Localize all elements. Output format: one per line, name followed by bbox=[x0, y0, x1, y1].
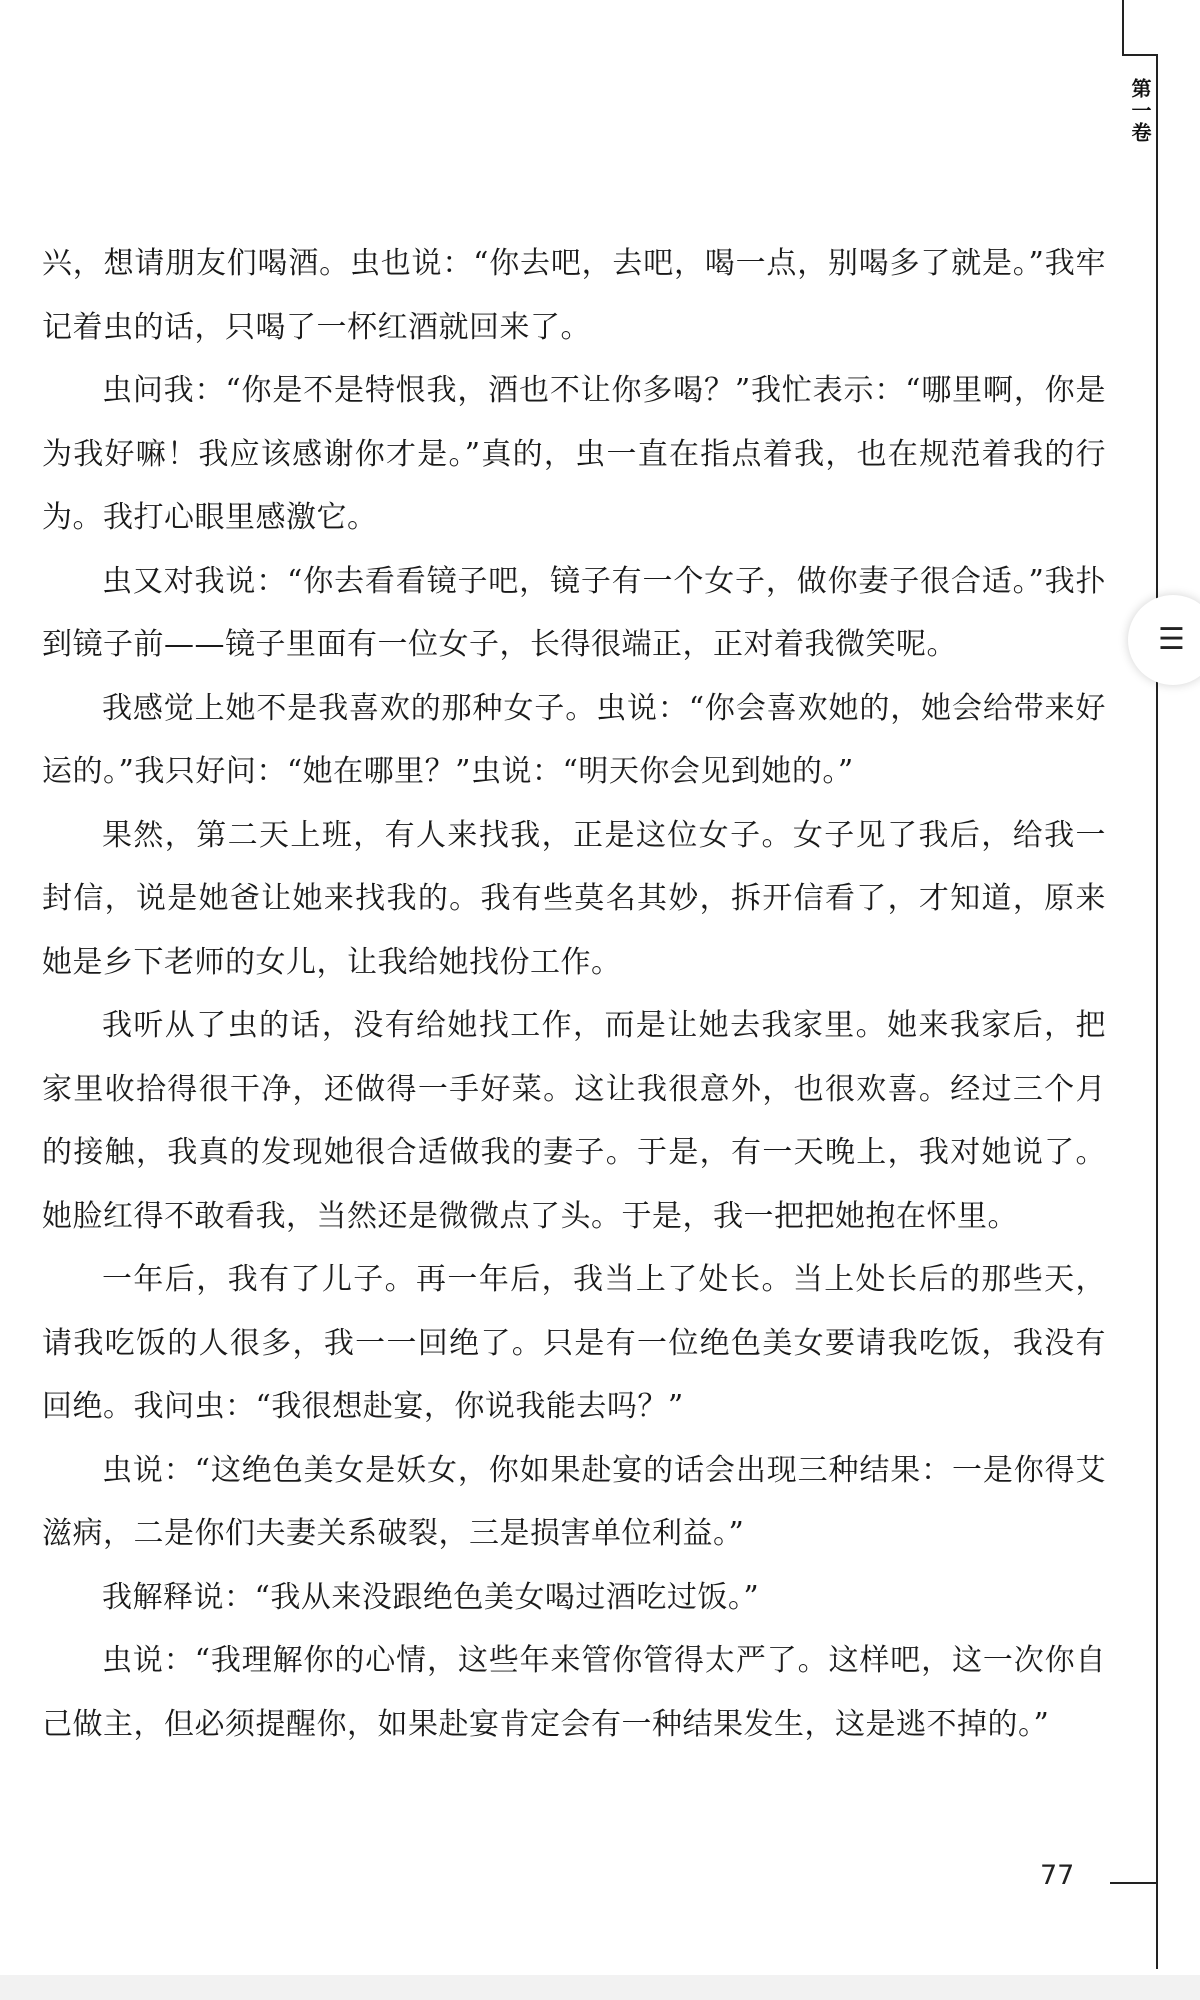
page-number-rule bbox=[1110, 1882, 1158, 1884]
page-number: 77 bbox=[1040, 1860, 1075, 1891]
paragraph: 我解释说：“我从来没跟绝色美女喝过酒吃过饭。” bbox=[102, 1579, 760, 1615]
body-text bbox=[42, 232, 1106, 1756]
margin-frame-top bbox=[1122, 0, 1124, 55]
menu-icon: ☰ bbox=[1158, 622, 1185, 657]
paragraph: 一年后，我有了儿子。再一年后，我当上了处长。当上处长后的那些天，请我吃饭的人很多，我一一回绝了。只是有一位绝色美女要请我吃饭，我没有回绝。我问虫：“我很想赴宴，你说我能去吗？” bbox=[42, 1262, 1106, 1424]
volume-label: 第一卷 bbox=[1128, 78, 1152, 144]
paragraph: 虫问我：“你是不是特恨我，酒也不让你多喝？”我忙表示：“哪里啊，你是为我好嘛！我应该感谢你才是。”真的，虫一直在指点着我，也在规范着我的行为。我打心眼里感激它。 bbox=[42, 373, 1106, 535]
paragraph: 我听从了虫的话，没有给她找工作，而是让她去我家里。她来我家后，把家里收拾得很干净，还做得一手好菜。这让我很意外，也很欢喜。经过三个月的接触，我真的发现她很合适做我的妻子。于是，有一天晚上，我对她说了。她脸红得不敢看我，当然还是微微点了头。于是，我一把把她抱在怀里。 bbox=[42, 1008, 1106, 1234]
paragraph: 兴，想请朋友们喝酒。虫也说：“你去吧，去吧，喝一点，别喝多了就是。”我牢记着虫的话，只喝了一杯红酒就回来了。 bbox=[42, 246, 1106, 345]
margin-frame-vertical bbox=[1156, 54, 1158, 1969]
paragraph: 果然，第二天上班，有人来找我，正是这位女子。女子见了我后，给我一封信，说是她爸让她来找我的。我有些莫名其妙，拆开信看了，才知道，原来她是乡下老师的女儿，让我给她找份工作。 bbox=[42, 817, 1106, 980]
reader-menu-button[interactable] bbox=[1128, 595, 1200, 685]
paragraph: 虫又对我说：“你去看看镜子吧，镜子有一个女子，做你妻子很合适。”我扑到镜子前——镜子里面有一位女子，长得很端正，正对着我微笑呢。 bbox=[42, 563, 1106, 662]
paragraph: 我感觉上她不是我喜欢的那种女子。虫说：“你会喜欢她的，她会给带来好运的。”我只好问：“她在哪里？”虫说：“明天你会见到她的。” bbox=[42, 690, 1106, 789]
paragraph: 虫说：“这绝色美女是妖女，你如果赴宴的话会出现三种结果：一是你得艾滋病，二是你们夫妻关系破裂，三是损害单位利益。” bbox=[42, 1452, 1106, 1551]
paragraph: 虫说：“我理解你的心情，这些年来管你管得太严了。这样吧，这一次你自己做主，但必须提醒你，如果赴宴肯定会有一种结果发生，这是逃不掉的。” bbox=[42, 1643, 1106, 1742]
bottom-strip bbox=[0, 1975, 1200, 2000]
margin-frame-step bbox=[1122, 54, 1158, 56]
